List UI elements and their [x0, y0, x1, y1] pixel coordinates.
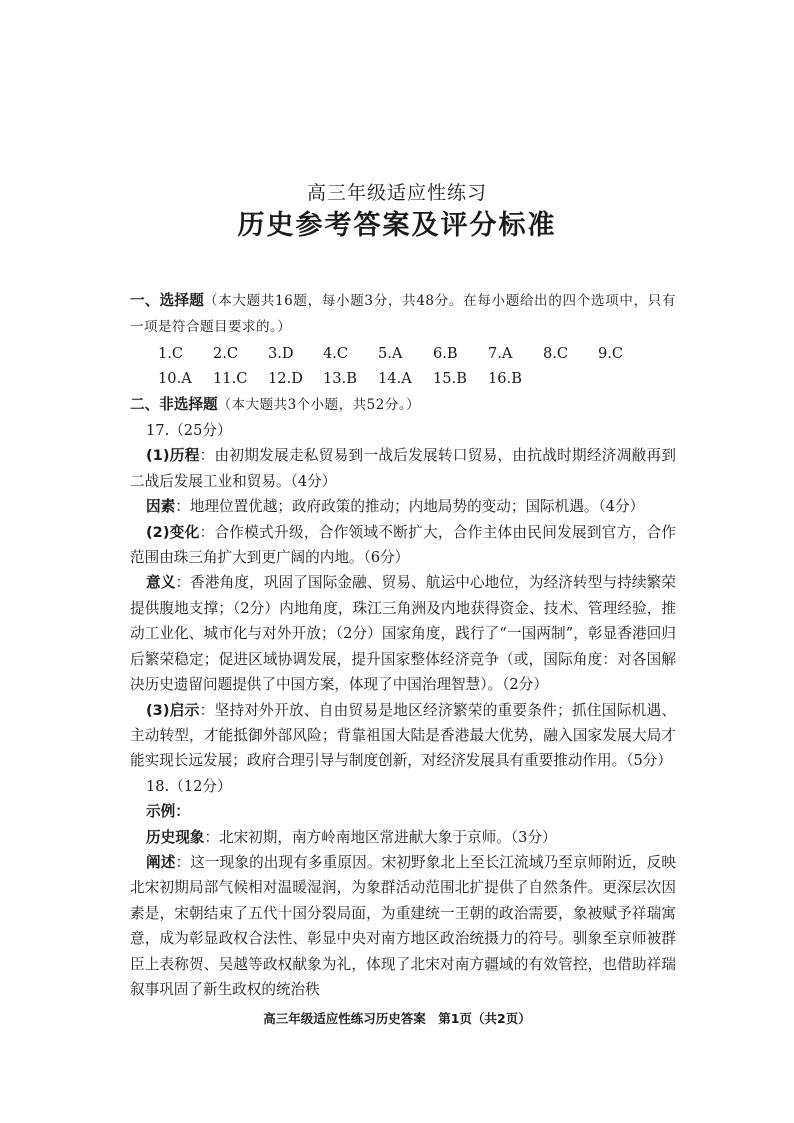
- q18-example-label: 示例：: [146, 803, 190, 821]
- answer-paragraph-label: 因素: [146, 498, 176, 516]
- answer-key: [130, 341, 676, 392]
- answer-item: 14.A: [378, 370, 412, 388]
- q17-label: 17.（25分）: [146, 422, 232, 440]
- answer-paragraph-label: (1)历程: [146, 447, 200, 465]
- answer-item: 9.C: [598, 344, 624, 362]
- document-title: 历史参考答案及评分标准: [237, 210, 557, 241]
- answer-paragraph-text: ：由初期发展走私贸易到一战后发展转口贸易，由抗战时期经济凋敝再到二战后发展工业和贸易。（4分）: [130, 447, 676, 490]
- section2-title: 二、非选择题: [130, 395, 218, 413]
- answer-paragraph: [130, 570, 676, 697]
- answer-item: 4.C: [323, 344, 349, 362]
- answer-paragraph-text: ：坚持对外开放、自由贸易是地区经济繁荣的重要条件；抓住国际机遇、主动转型，才能抵御外部风险；背靠祖国大陆是香港最大优势，融入国家发展大局才能实现长远发展；政府合理引导与制度创新，对经济发展具有重要推动作用。（5分）: [130, 701, 676, 770]
- answer-paragraph: [130, 443, 676, 494]
- answer-paragraph: [130, 494, 676, 519]
- answer-paragraph-label: 意义: [146, 574, 176, 592]
- answer-paragraph-label: (3)启示: [146, 701, 200, 719]
- section1-note: （本大题共16题，每小题3分，共48分。在每小题给出的四个选项中，只有一项是符合题目要求的。）: [130, 293, 676, 336]
- answer-item: 6.B: [433, 344, 458, 362]
- document-body: [130, 288, 676, 1002]
- answer-item: 5.A: [378, 344, 403, 362]
- answer-paragraph-label: 历史现象: [146, 828, 205, 846]
- answer-item: 3.D: [268, 344, 294, 362]
- section2-note: （本大题共3个小题，共52分。）: [217, 396, 421, 413]
- answer-item: 13.B: [323, 370, 357, 388]
- answer-item: 15.B: [433, 370, 467, 388]
- answer-item: 1.C: [158, 344, 184, 362]
- answer-paragraph-text: ：地理位置优越；政府政策的推动；内地局势的变动；国际机遇。（4分）: [175, 498, 645, 516]
- page-footer: 高三年级适应性练习历史答案 第1页（共2页）: [263, 1011, 531, 1026]
- answer-item: 7.A: [488, 344, 513, 362]
- answer-item: 11.C: [213, 370, 248, 388]
- document-subtitle: 高三年级适应性练习: [306, 182, 487, 204]
- answer-paragraph: [130, 698, 676, 774]
- answer-paragraph-text: ：这一现象的出现有多重原因。宋初野象北上至长江流域乃至京师附近，反映北宋初期局部气候相对温暖湿润，为象群活动范围北扩提供了自然条件。更深层次因素是，宋朝结束了五代十国分裂局面，为重建统一王朝的政治需要，象被赋予祥瑞寓意，成为彰显政权合法性、彰显中央对南方地区政治统摄力的符号。驯象至京师被群臣上表称贺、吴越等政权献象为礼，体现了北宋对南方疆域的有效管控，也借助祥瑞叙事巩固了新生政权的统治秩: [130, 853, 676, 998]
- answer-paragraph: [130, 825, 676, 850]
- section2-heading: [130, 392, 676, 418]
- answer-item: 16.B: [488, 370, 522, 388]
- answer-paragraph-text: ：北宋初期，南方岭南地区常进献大象于京师。（3分）: [204, 828, 557, 846]
- q17-answers: [130, 443, 676, 773]
- answer-paragraph-text: ：合作模式升级，合作领域不断扩大，合作主体由民间发展到官方，合作范围由珠三角扩大到更广阔的内地。（6分）: [130, 523, 676, 567]
- q18-label: 18.（12分）: [146, 777, 232, 795]
- q18-answers: [130, 825, 676, 1003]
- answer-item: 10.A: [158, 370, 192, 388]
- section1-heading: [130, 288, 676, 341]
- answer-item: 12.D: [268, 370, 303, 388]
- answer-item: 2.C: [213, 344, 239, 362]
- answer-paragraph-text: ：香港角度，巩固了国际金融、贸易、航运中心地位，为经济转型与持续繁荣提供腹地支撑；（2分）内地角度，珠江三角洲及内地获得资金、技术、管理经验，推动工业化、城市化与对外开放；（2分）国家角度，践行了“一国两制”，彰显香港回归后繁荣稳定；促进区域协调发展，提升国家整体经济竞争（或，国际角度：对各国解决历史遗留问题提供了中国方案，体现了中国治理智慧）。（2分）: [130, 574, 676, 694]
- answer-paragraph-label: (2)变化: [146, 523, 200, 541]
- answer-paragraph-label: 阐述: [146, 853, 176, 871]
- answer-paragraph: [130, 850, 676, 1002]
- answer-paragraph: [130, 520, 676, 571]
- answer-item: 8.C: [543, 344, 569, 362]
- section1-title: 一、选择题: [130, 292, 204, 309]
